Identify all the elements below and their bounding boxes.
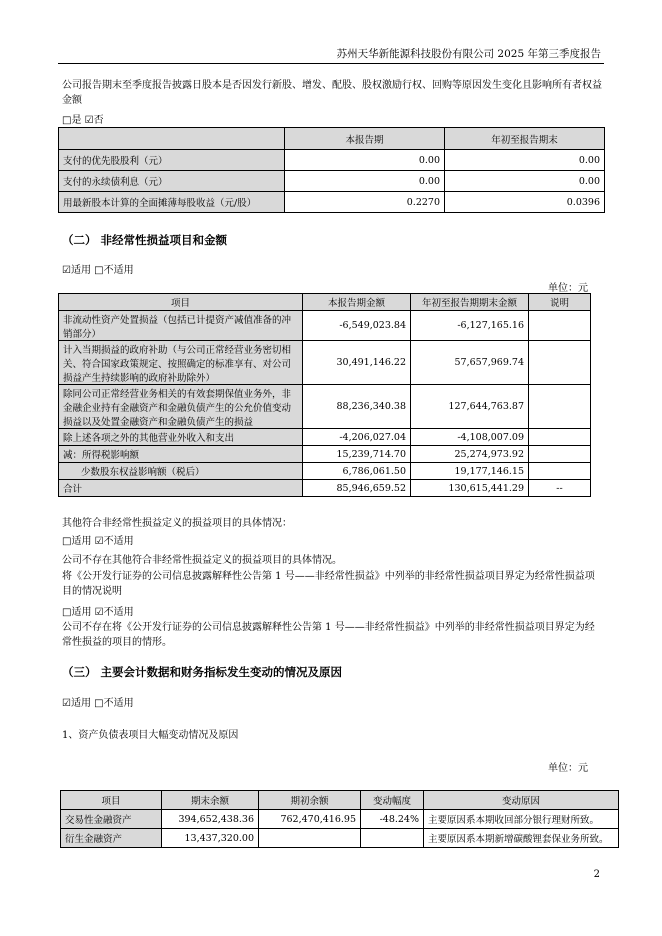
row-label: 少数股东权益影响额（税后） xyxy=(59,463,303,480)
row-label: 用最新股本计算的全面摊薄每股收益（元/股） xyxy=(59,192,285,213)
row-label: 合计 xyxy=(59,480,303,497)
section-title-nonrecurring: （二） 非经常性损益项目和金额 xyxy=(62,233,228,247)
header-cell: 变动幅度 xyxy=(361,791,424,810)
balance-sheet-change-table xyxy=(60,790,619,848)
table-row xyxy=(59,341,591,385)
end-balance: 394,652,438.36 xyxy=(162,810,259,829)
changes-applicable: ☑适用 □不适用 xyxy=(62,698,134,709)
row-label: 除同公司正常经营业务相关的有效套期保值业务外，非金融企业持有金融资产和金融负债产生的公允价值变动损益以及处置金融资产和金融负债产生的损益 xyxy=(59,385,303,429)
end-balance: 13,437,320.00 xyxy=(162,829,259,848)
ytd-value: 0.00 xyxy=(445,150,605,171)
header-cell: 本报告期金额 xyxy=(303,294,411,311)
other-def-text: 公司不存在其他符合非经常性损益定义的损益项目的具体情况。 xyxy=(62,555,342,566)
share-change-question: 公司报告期末至季度报告披露日股本是否因发行新股、增发、配股、股权激励行权、回购等原因发生变化且影响所有者权益金额 xyxy=(62,80,602,106)
ytd-value: -6,127,165.16 xyxy=(411,311,529,341)
header-cell xyxy=(59,128,285,150)
current-value: 0.00 xyxy=(285,171,445,192)
unit-label: 单位：元 xyxy=(548,763,588,774)
row-label: 除上述各项之外的其他营业外收入和支出 xyxy=(59,429,303,446)
current-value: 6,786,061.50 xyxy=(303,463,411,480)
table-row xyxy=(59,446,591,463)
preferred-dividend-table xyxy=(58,127,605,213)
header-cell: 本报告期 xyxy=(285,128,445,150)
table-row xyxy=(59,311,591,341)
header-cell: 说明 xyxy=(529,294,591,311)
current-value: -4,206,027.04 xyxy=(303,429,411,446)
reclass-text: 公司不存在将《公开发行证券的公司信息披露解释性公告第 1 号——非经常性损益》中列举的非经常性损益项目界定为经常性损益的项目的情形。 xyxy=(62,622,595,648)
reclass-title: 将《公开发行证券的公司信息披露解释性公告第 1 号——非经常性损益》中列举的非经常性损益项目界定为经常性损益项目的情况说明 xyxy=(62,571,595,597)
ytd-value: 0.0396 xyxy=(445,192,605,213)
reclass-choice: □适用 ☑不适用 xyxy=(62,607,134,618)
ytd-value: 19,177,146.15 xyxy=(411,463,529,480)
change-reason: 主要原因系本期收回部分银行理财所致。 xyxy=(424,810,619,829)
table-row xyxy=(59,150,605,171)
table-row-total xyxy=(59,480,591,497)
item-cell: 衍生金融资产 xyxy=(61,829,162,848)
balance-sheet-subtitle: 1、资产负债表项目大幅变动情况及原因 xyxy=(62,730,239,741)
change-reason: 主要原因系本期新增碳酸锂套保业务所致。 xyxy=(424,829,619,848)
report-header-title: 苏州天华新能源科技股份有限公司 2025 年第三季度报告 xyxy=(336,48,601,60)
table-row xyxy=(59,192,605,213)
row-label: 减：所得税影响额 xyxy=(59,446,303,463)
header-cell: 变动原因 xyxy=(424,791,619,810)
table-header-row xyxy=(59,294,591,311)
table-header-row xyxy=(61,791,619,810)
header-cell: 项目 xyxy=(59,294,303,311)
header-divider xyxy=(58,63,604,64)
current-value: 0.00 xyxy=(285,150,445,171)
begin-balance: 762,470,416.95 xyxy=(259,810,361,829)
note-value xyxy=(529,446,591,463)
change-rate xyxy=(361,829,424,848)
row-label: 支付的永续债利息（元） xyxy=(59,171,285,192)
ytd-value: 0.00 xyxy=(445,171,605,192)
header-cell: 年初至报告期期末金额 xyxy=(411,294,529,311)
begin-balance xyxy=(259,829,361,848)
header-cell: 年初至报告期末 xyxy=(445,128,605,150)
table-header-row xyxy=(59,128,605,150)
note-value xyxy=(529,385,591,429)
current-value: 30,491,146.22 xyxy=(303,341,411,385)
current-value: 88,236,340.38 xyxy=(303,385,411,429)
ytd-value: -4,108,007.09 xyxy=(411,429,529,446)
current-value: 85,946,659.52 xyxy=(303,480,411,497)
table-row xyxy=(61,810,619,829)
item-cell: 交易性金融资产 xyxy=(61,810,162,829)
note-value xyxy=(529,463,591,480)
table-row xyxy=(59,429,591,446)
ytd-value: 57,657,969.74 xyxy=(411,341,529,385)
row-label: 支付的优先股股利（元） xyxy=(59,150,285,171)
unit-label: 单位：元 xyxy=(548,283,588,294)
share-change-choice: □是 ☑否 xyxy=(62,115,104,126)
current-value: 15,239,714.70 xyxy=(303,446,411,463)
table-row xyxy=(59,385,591,429)
ytd-value: 25,274,973.92 xyxy=(411,446,529,463)
ytd-value: 127,644,763.87 xyxy=(411,385,529,429)
ytd-value: 130,615,441.29 xyxy=(411,480,529,497)
current-value: 0.2270 xyxy=(285,192,445,213)
change-rate: -48.24% xyxy=(361,810,424,829)
table-row xyxy=(59,463,591,480)
page-number: 2 xyxy=(593,869,600,880)
section-title-changes: （三） 主要会计数据和财务指标发生变动的情况及原因 xyxy=(62,665,343,679)
other-def-title: 其他符合非经常性损益定义的损益项目的具体情况： xyxy=(62,518,292,529)
header-cell: 期初余额 xyxy=(259,791,361,810)
header-cell: 项目 xyxy=(61,791,162,810)
nonrecurring-table xyxy=(58,293,591,497)
note-value xyxy=(529,429,591,446)
row-label: 计入当期损益的政府补助（与公司正常经营业务密切相关、符合国家政策规定、按照确定的标准享有、对公司损益产生持续影响的政府补助除外） xyxy=(59,341,303,385)
current-value: -6,549,023.84 xyxy=(303,311,411,341)
row-label: 非流动性资产处置损益（包括已计提资产减值准备的冲销部分） xyxy=(59,311,303,341)
nonrecurring-applicable: ☑适用 □不适用 xyxy=(62,265,134,276)
note-value: -- xyxy=(529,480,591,497)
note-value xyxy=(529,341,591,385)
table-row xyxy=(59,171,605,192)
table-row xyxy=(61,829,619,848)
other-def-choice: □适用 ☑不适用 xyxy=(62,536,134,547)
note-value xyxy=(529,311,591,341)
header-cell: 期末余额 xyxy=(162,791,259,810)
